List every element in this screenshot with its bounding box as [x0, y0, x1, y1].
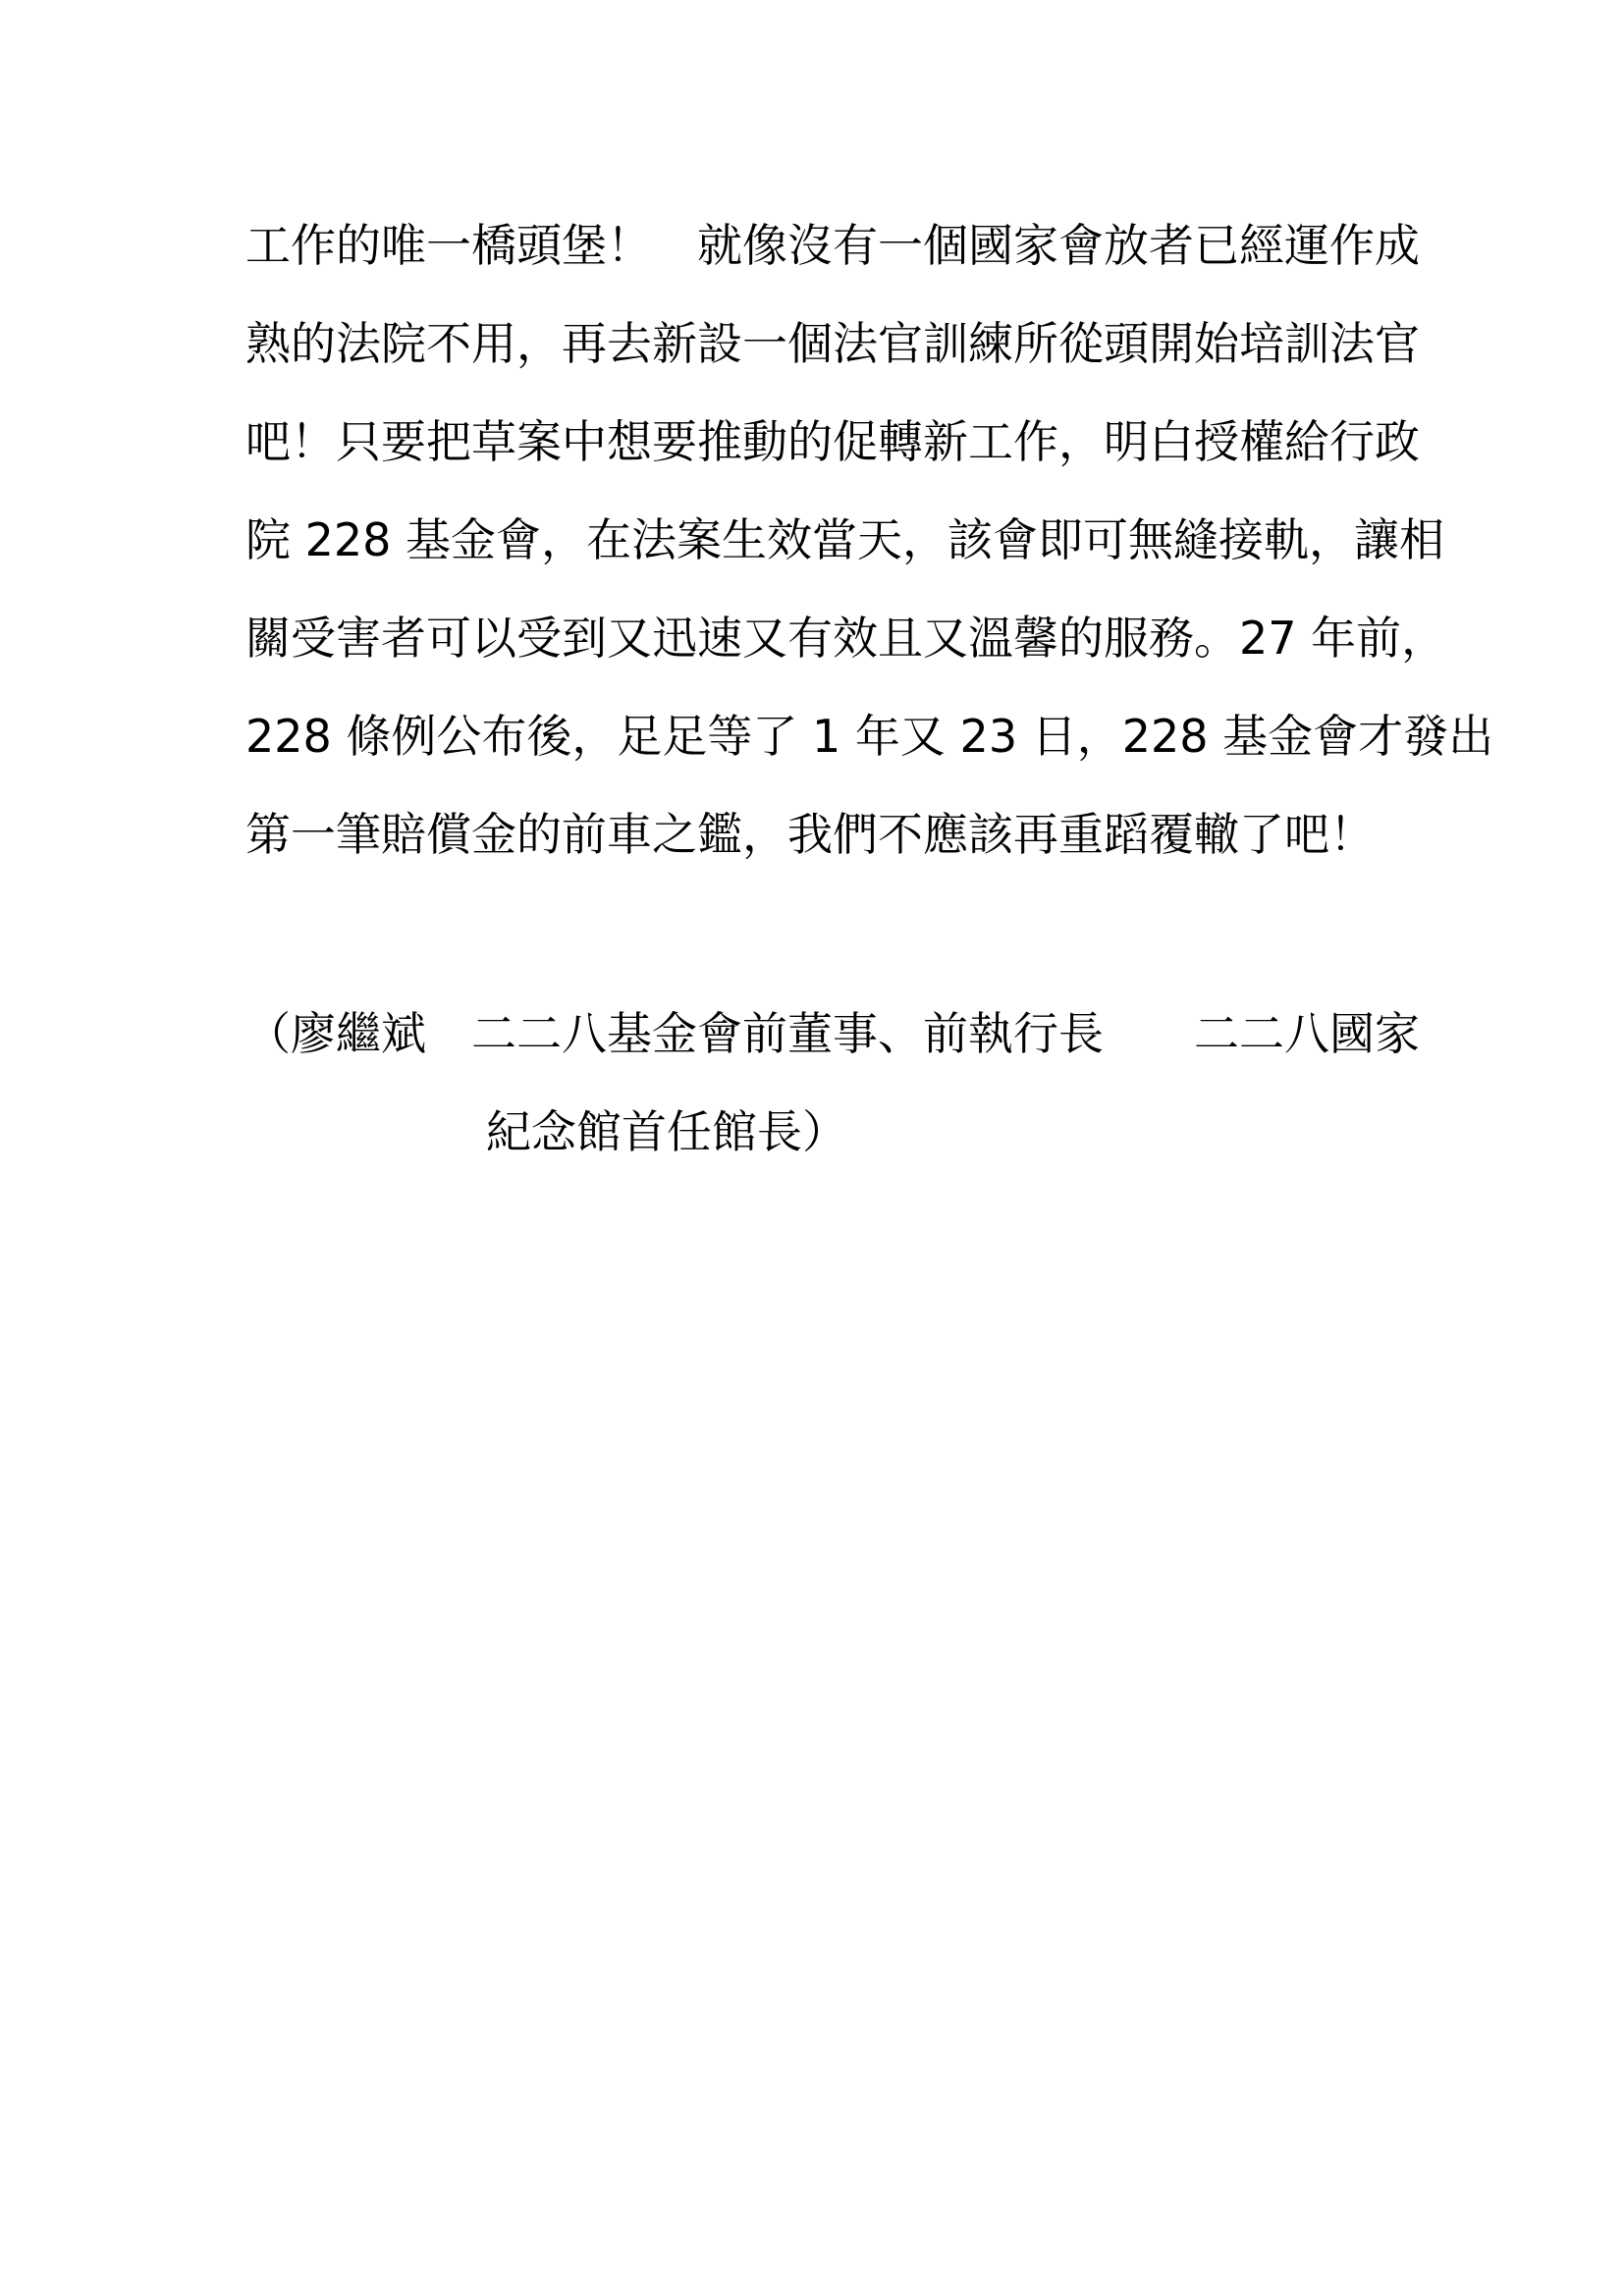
- paragraph-line: 工作的唯一橋頭堡！ 就像沒有一個國家會放者已經運作成: [245, 219, 1420, 272]
- paragraph-line: 228 條例公布後，足足等了 1 年又 23 日，228 基金會才發出: [245, 710, 1494, 763]
- author-signature: [245, 996, 1420, 1193]
- signature-line: （廖繼斌 二二八基金會前董事、前執行長 二二八國家: [245, 1007, 1420, 1060]
- paragraph-line: 關受害者可以受到又迅速又有效且又溫馨的服務。27 年前，: [245, 612, 1447, 665]
- paragraph-line: 院 228 基金會，在法案生效當天，該會即可無縫接軌，讓相: [245, 513, 1445, 566]
- signature-line: 紀念館首任館長）: [486, 1105, 847, 1158]
- article-paragraph: [245, 208, 1494, 895]
- paragraph-line: 吧！只要把草案中想要推動的促轉新工作，明白授權給行政: [245, 415, 1420, 468]
- paragraph-line: 熟的法院不用，再去新設一個法官訓練所從頭開始培訓法官: [245, 317, 1420, 370]
- paragraph-line: 第一筆賠償金的前車之鑑，我們不應該再重蹈覆轍了吧！: [245, 808, 1375, 861]
